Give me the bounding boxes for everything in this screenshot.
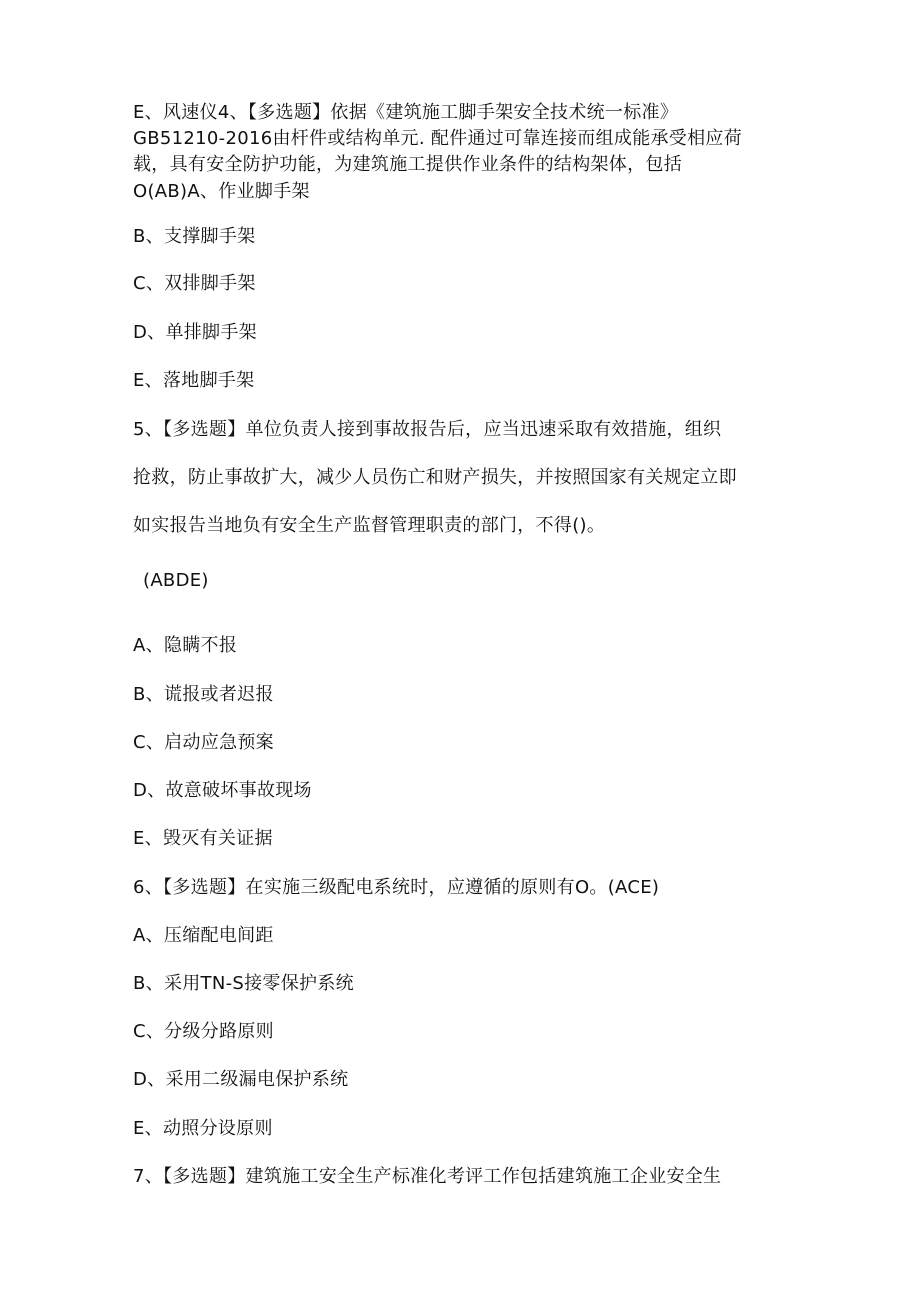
q5-option-b: B、谎报或者迟报	[133, 684, 274, 705]
q6-text-line-1: 6、【多选题】在实施三级配电系统时，应遵循的原则有O。(ACE)	[133, 877, 660, 898]
q6-option-e: E、动照分设原则	[133, 1118, 273, 1139]
q4-text-line-1: E、风速仪4、【多选题】依据《建筑施工脚手架安全技术统一标准》	[133, 102, 679, 123]
q5-option-a: A、隐瞒不报	[133, 635, 238, 656]
q6-option-c: C、分级分路原则	[133, 1021, 274, 1042]
q5-option-c: C、启动应急预案	[133, 732, 274, 753]
q4-text-line-2: GB51210-2016由杆件或结构单元. 配件通过可靠连接而组成能承受相应荷	[133, 128, 743, 149]
q5-text-line-2: 抢救，防止事故扩大，减少人员伤亡和财产损失，并按照国家有关规定立即	[133, 467, 737, 488]
q4-option-e: E、落地脚手架	[133, 370, 255, 391]
q7-text-line-1: 7、【多选题】建筑施工安全生产标准化考评工作包括建筑施工企业安全生	[133, 1166, 722, 1187]
q4-option-d: D、单排脚手架	[133, 322, 257, 343]
q6-option-a: A、压缩配电间距	[133, 925, 274, 946]
q5-text-line-3: 如实报告当地负有安全生产监督管理职责的部门，不得()。	[133, 515, 606, 536]
q5-text-line-1: 5、【多选题】单位负责人接到事故报告后，应当迅速采取有效措施，组织	[133, 419, 722, 440]
q5-option-d: D、故意破坏事故现场	[133, 780, 312, 801]
q6-option-d: D、采用二级漏电保护系统	[133, 1069, 349, 1090]
q4-option-c: C、双排脚手架	[133, 273, 256, 294]
q5-option-e: E、毁灭有关证据	[133, 828, 273, 849]
q4-option-b: B、支撑脚手架	[133, 226, 256, 247]
q4-text-line-3: 载，具有安全防护功能，为建筑施工提供作业条件的结构架体，包括	[133, 154, 682, 175]
q6-option-b: B、采用TN-S接零保护系统	[133, 973, 354, 994]
q5-answer: (ABDE)	[143, 570, 209, 591]
q4-option-a: O(AB)A、作业脚手架	[133, 181, 310, 202]
